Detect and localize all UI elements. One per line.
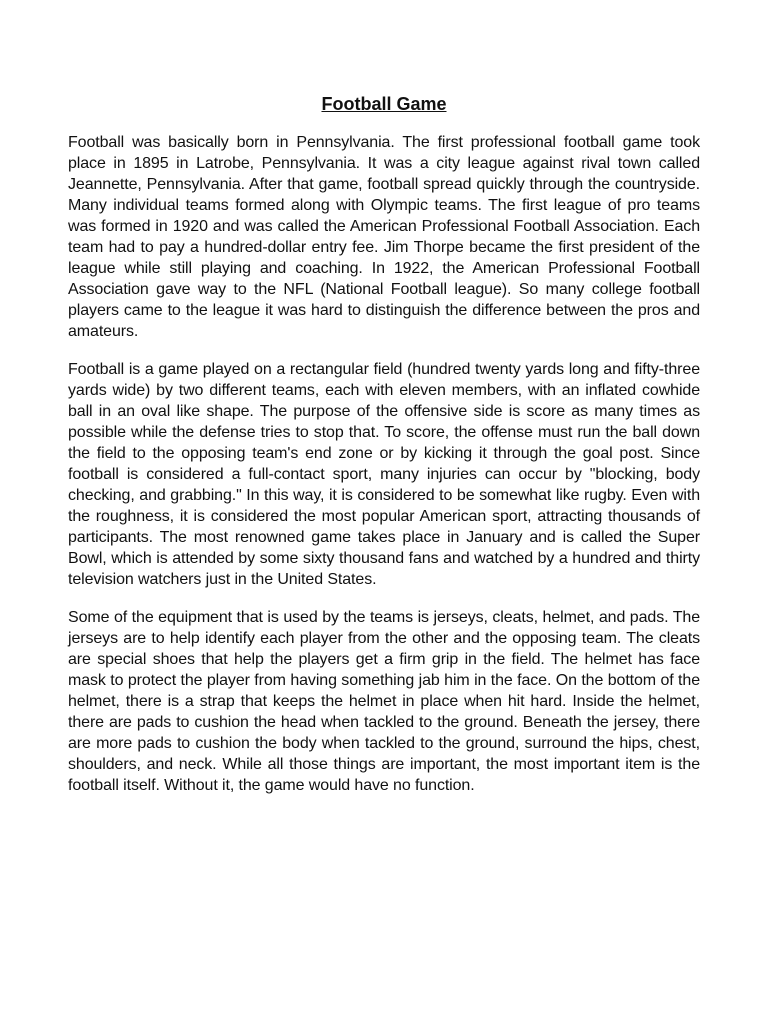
paragraph-equipment: Some of the equipment that is used by the teams is jerseys, cleats, helmet, and pads. The jerseys are to help identify each player from the other and the opposing team. The cleats are special shoes that help the players get a firm grip in the field. The helmet has face mask to protect the player from having something jab him in the face. On the bottom of the helmet, there is a strap that keeps the helmet in place when hit hard. Inside the helmet, there are pads to cushion the head when tackled to the ground. Beneath the jersey, there are more pads to cushion the body when tackled to the ground, surround the hips, chest, shoulders, and neck. While all those things are important, the most important item is the football itself. Without it, the game would have no function.	[68, 609, 700, 794]
document-page	[68, 92, 700, 813]
paragraph-gameplay: Football is a game played on a rectangular field (hundred twenty yards long and fifty-three yards wide) by two different teams, each with eleven members, with an inflated cowhide ball in an oval like shape. The purpose of the offensive side is score as many times as possible while the defense tries to stop that. To score, the offense must run the ball down the field to the opposing team's end zone or by kicking it through the goal post. Since football is considered a full-contact sport, many injuries can occur by "blocking, body checking, and grabbing." In this way, it is considered to be somewhat like rugby. Even with the roughness, it is considered the most popular American sport, attracting thousands of participants. The most renowned game takes place in January and is called the Super Bowl, which is attended by some sixty thousand fans and watched by a hundred and thirty television watchers just in the United States.	[68, 361, 700, 588]
paragraph-history: Football was basically born in Pennsylvania. The first professional football game took place in 1895 in Latrobe, Pennsylvania. It was a city league against rival town called Jeannette, Pennsylvania. After that game, football spread quickly through the countryside. Many individual teams formed along with Olympic teams. The first league of pro teams was formed in 1920 and was called the American Professional Football Association. Each team had to pay a hundred-dollar entry fee. Jim Thorpe became the first president of the league while still playing and coaching. In 1922, the American Professional Football Association gave way to the NFL (National Football league). So many college football players came to the league it was hard to distinguish the difference between the pros and amateurs.	[68, 134, 700, 340]
document-title: Football Game	[321, 94, 447, 114]
